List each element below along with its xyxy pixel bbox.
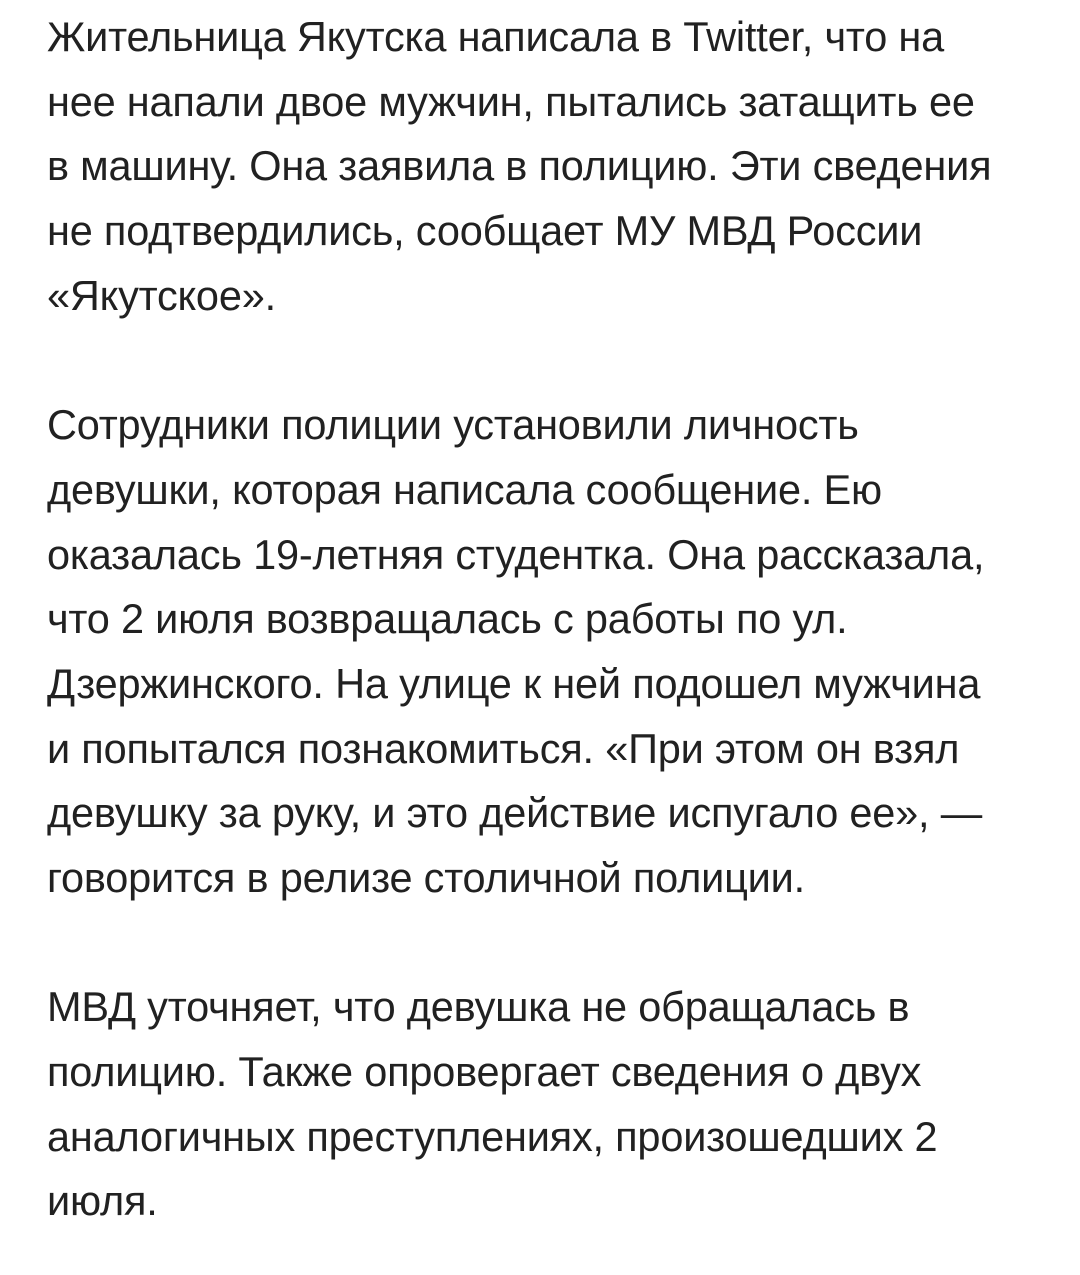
text-line: Жительница Якутска написала в Twitter, что на xyxy=(47,13,945,60)
text-line: Сотрудники полиции установили личность xyxy=(47,401,859,449)
text-line: что 2 июля возвращалась с работы по ул. xyxy=(47,595,848,643)
paragraph-2 xyxy=(47,393,1047,911)
article-body xyxy=(47,5,1047,1234)
text-line: полицию. Также опровергает сведения о двух xyxy=(47,1048,922,1095)
text-line: нее напали двое мужчин, пытались затащить ее xyxy=(47,77,975,125)
text-line: июля. xyxy=(47,1177,158,1225)
paragraph-spacer xyxy=(47,328,1047,393)
text-line: аналогичных преступлениях, произошедших 2 xyxy=(47,1112,938,1160)
text-line: говорится в релизе столичной полиции. xyxy=(47,853,805,901)
text-line: оказалась 19-летняя студентка. Она рассказала, xyxy=(47,530,985,578)
paragraph-spacer xyxy=(47,911,1047,976)
text-line: Дзержинского. На улице к ней подошел мужчина xyxy=(47,659,981,707)
text-line: в машину. Она заявила в полицию. Эти сведения xyxy=(47,142,992,190)
text-line: и попытался познакомиться. «При этом он взял xyxy=(47,724,960,772)
paragraph-1 xyxy=(47,5,1047,328)
text-line: девушки, которая написала сообщение. Ею xyxy=(47,465,882,513)
paragraph-3 xyxy=(47,975,1047,1234)
text-line: не подтвердились, сообщает МУ МВД России xyxy=(47,207,923,255)
text-line: «Якутское». xyxy=(47,271,276,319)
text-line: девушку за руку, и это действие испугало ее», — xyxy=(47,789,983,837)
text-line: МВД уточняет, что девушка не обращалась в xyxy=(47,983,910,1031)
